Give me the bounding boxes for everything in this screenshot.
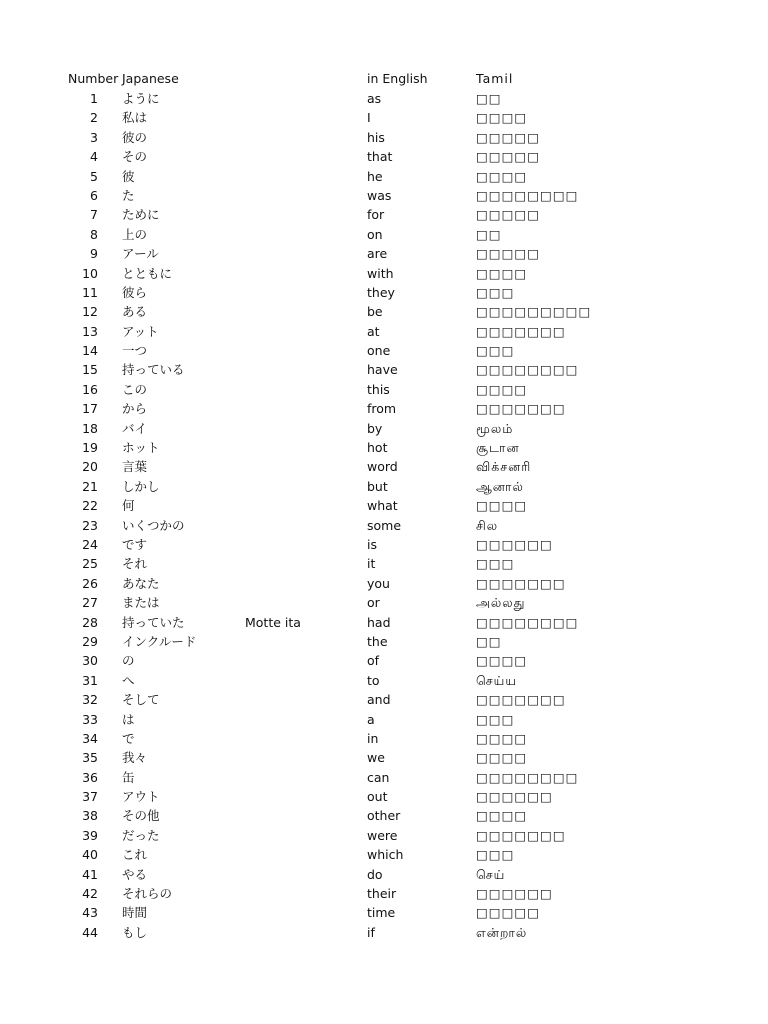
cell-tamil: ஆனால்	[476, 478, 524, 494]
header-number: Number	[68, 71, 119, 86]
cell-romaji: Motte ita	[245, 614, 301, 630]
table-row	[0, 167, 768, 186]
cell-japanese: 持っていた	[122, 614, 185, 630]
cell-japanese: しかし	[122, 478, 160, 494]
cell-english: if	[367, 924, 375, 940]
cell-english: we	[367, 750, 385, 766]
cell-tamil: □□□□	[476, 265, 528, 281]
cell-tamil: என்றால்	[476, 924, 528, 940]
table-row	[0, 923, 768, 942]
cell-tamil: □□□□□□□	[476, 692, 566, 708]
cell-english: were	[367, 827, 398, 843]
cell-english: had	[367, 614, 391, 630]
cell-japanese: この	[122, 381, 148, 397]
cell-japanese: その他	[122, 808, 160, 824]
table-row	[0, 806, 768, 825]
cell-tamil: □□□	[476, 847, 515, 863]
cell-tamil: □□□□□□□	[476, 827, 566, 843]
cell-tamil: □□□□□□□□	[476, 614, 579, 630]
cell-number: 2	[90, 110, 98, 126]
cell-tamil: □□□□	[476, 168, 528, 184]
cell-tamil: செய்	[476, 866, 506, 882]
table-row	[0, 244, 768, 263]
table-row	[0, 128, 768, 147]
table-row	[0, 574, 768, 593]
cell-number: 41	[82, 866, 98, 882]
cell-japanese: 私は	[122, 110, 148, 126]
cell-japanese: もし	[122, 924, 148, 940]
cell-english: on	[367, 226, 383, 242]
cell-english: as	[367, 91, 382, 106]
cell-english: but	[367, 478, 388, 494]
cell-tamil: அல்லது	[476, 595, 526, 611]
cell-english: other	[367, 808, 401, 824]
cell-japanese: た	[122, 187, 135, 203]
cell-japanese: 上の	[122, 226, 148, 242]
table-row	[0, 554, 768, 573]
cell-number: 20	[82, 459, 98, 475]
cell-japanese: 彼の	[122, 129, 148, 145]
cell-english: have	[367, 362, 398, 378]
table-row	[0, 535, 768, 554]
cell-japanese: の	[122, 653, 135, 669]
table-row	[0, 399, 768, 418]
cell-english: one	[367, 343, 391, 359]
cell-japanese: 缶	[122, 769, 135, 785]
cell-japanese: ある	[122, 304, 148, 320]
table-row	[0, 322, 768, 341]
cell-number: 17	[82, 401, 98, 417]
table-row	[0, 496, 768, 515]
table-row	[0, 89, 768, 108]
cell-english: this	[367, 381, 390, 397]
table-row	[0, 264, 768, 283]
cell-tamil: □□□□□	[476, 207, 541, 223]
table-row	[0, 865, 768, 884]
table-row	[0, 748, 768, 767]
cell-english: you	[367, 575, 390, 591]
cell-tamil: □□□□□	[476, 149, 541, 165]
cell-english: for	[367, 207, 385, 223]
header-tamil: Tamil	[476, 71, 514, 86]
cell-english: was	[367, 187, 392, 203]
cell-japanese: 一つ	[122, 343, 148, 359]
cell-tamil: மூலம்	[476, 420, 514, 436]
cell-japanese: アール	[122, 246, 159, 262]
cell-japanese: 言葉	[122, 459, 148, 475]
cell-tamil: □□□	[476, 284, 515, 300]
cell-english: a	[367, 711, 375, 727]
cell-english: they	[367, 284, 395, 300]
cell-english: time	[367, 905, 396, 921]
cell-tamil: விக்சனரி	[476, 459, 532, 475]
cell-tamil: □□□□	[476, 750, 528, 766]
cell-english: with	[367, 265, 394, 281]
cell-english: it	[367, 556, 376, 572]
table-body	[0, 89, 768, 942]
cell-japanese: アウト	[122, 789, 160, 805]
table-row	[0, 186, 768, 205]
cell-number: 32	[82, 692, 98, 708]
cell-english: that	[367, 149, 393, 165]
cell-japanese: へ	[122, 672, 135, 688]
table-row	[0, 671, 768, 690]
cell-number: 29	[82, 633, 98, 649]
cell-english: in	[367, 730, 379, 746]
cell-japanese: インクルード	[122, 633, 197, 649]
cell-tamil: □□□	[476, 556, 515, 572]
table-row	[0, 108, 768, 127]
cell-japanese: その	[122, 149, 148, 165]
cell-tamil: □□□□□□□	[476, 401, 566, 417]
cell-tamil: □□□□□□	[476, 886, 553, 902]
cell-number: 3	[90, 129, 98, 145]
cell-japanese: 何	[122, 498, 135, 514]
cell-japanese: とともに	[122, 265, 173, 281]
cell-number: 27	[82, 595, 98, 611]
cell-tamil: □□□□	[476, 110, 528, 126]
cell-tamil: □□□□□	[476, 129, 541, 145]
cell-english: do	[367, 866, 383, 882]
table-row	[0, 632, 768, 651]
table-row	[0, 419, 768, 438]
cell-japanese: そして	[122, 692, 160, 708]
cell-english: can	[367, 769, 390, 785]
cell-tamil: □□□□	[476, 730, 528, 746]
table-row	[0, 613, 768, 632]
cell-number: 1	[90, 91, 98, 106]
cell-tamil: சில	[476, 517, 499, 533]
cell-japanese: 彼	[122, 168, 135, 184]
cell-number: 14	[82, 343, 98, 359]
cell-tamil: □□□□□□□	[476, 323, 566, 339]
table-row	[0, 690, 768, 709]
cell-japanese: それ	[122, 556, 148, 572]
cell-number: 33	[82, 711, 98, 727]
cell-english: of	[367, 653, 380, 669]
cell-number: 44	[82, 924, 98, 940]
table-row	[0, 457, 768, 476]
cell-english: which	[367, 847, 404, 863]
cell-number: 34	[82, 730, 98, 746]
cell-japanese: 我々	[122, 750, 148, 766]
table-row	[0, 477, 768, 496]
cell-tamil: □□□□	[476, 498, 528, 514]
table-row	[0, 593, 768, 612]
cell-number: 12	[82, 304, 98, 320]
cell-number: 10	[82, 265, 98, 281]
cell-japanese: いくつかの	[122, 517, 185, 533]
cell-japanese: やる	[122, 866, 148, 882]
table-row	[0, 903, 768, 922]
table-row	[0, 380, 768, 399]
table-row	[0, 651, 768, 670]
cell-english: to	[367, 672, 380, 688]
cell-english: or	[367, 595, 380, 611]
cell-tamil: சூடான	[476, 440, 520, 456]
table-row	[0, 438, 768, 457]
cell-number: 35	[82, 750, 98, 766]
cell-number: 19	[82, 440, 98, 456]
table-row	[0, 360, 768, 379]
cell-number: 42	[82, 886, 98, 902]
cell-tamil: □□□□□□□□	[476, 187, 579, 203]
header-english: in English	[367, 71, 428, 86]
header-japanese: Japanese	[122, 71, 179, 86]
cell-number: 39	[82, 827, 98, 843]
cell-japanese: 時間	[122, 905, 148, 921]
cell-tamil: □□□	[476, 343, 515, 359]
cell-english: at	[367, 323, 380, 339]
cell-japanese: ホット	[122, 440, 160, 456]
cell-number: 28	[82, 614, 98, 630]
cell-number: 30	[82, 653, 98, 669]
table-row	[0, 729, 768, 748]
cell-japanese: あなた	[122, 575, 160, 591]
cell-tamil: □□□□□□□	[476, 575, 566, 591]
cell-tamil: □□□□□□	[476, 789, 553, 805]
cell-tamil: □□	[476, 91, 502, 106]
table-row	[0, 787, 768, 806]
cell-number: 36	[82, 769, 98, 785]
cell-number: 9	[90, 246, 98, 262]
cell-number: 7	[90, 207, 98, 223]
cell-japanese: だった	[122, 827, 160, 843]
cell-tamil: □□□	[476, 711, 515, 727]
table-row	[0, 826, 768, 845]
table-row	[0, 516, 768, 535]
cell-tamil: □□	[476, 633, 502, 649]
cell-english: his	[367, 129, 385, 145]
cell-tamil: □□□□□□□□□	[476, 304, 592, 320]
cell-english: I	[367, 110, 371, 126]
cell-number: 25	[82, 556, 98, 572]
cell-tamil: □□□□□□	[476, 536, 553, 552]
cell-japanese: アット	[122, 323, 159, 339]
cell-english: by	[367, 420, 383, 436]
cell-english: and	[367, 692, 391, 708]
table-row	[0, 225, 768, 244]
cell-japanese: から	[122, 401, 148, 417]
cell-number: 16	[82, 381, 98, 397]
table-row	[0, 283, 768, 302]
cell-tamil: □□□□□□□□	[476, 769, 579, 785]
cell-number: 40	[82, 847, 98, 863]
cell-number: 11	[82, 284, 98, 300]
cell-number: 21	[82, 478, 98, 494]
table-row	[0, 884, 768, 903]
cell-number: 38	[82, 808, 98, 824]
cell-english: hot	[367, 440, 388, 456]
cell-english: what	[367, 498, 398, 514]
cell-tamil: □□□□□	[476, 246, 541, 262]
table-row	[0, 147, 768, 166]
cell-tamil: □□	[476, 226, 502, 242]
table-row	[0, 768, 768, 787]
cell-english: some	[367, 517, 402, 533]
table-row	[0, 845, 768, 864]
cell-tamil: □□□□	[476, 808, 528, 824]
table-row	[0, 710, 768, 729]
cell-number: 18	[82, 420, 98, 436]
cell-number: 8	[90, 226, 98, 242]
cell-english: their	[367, 886, 397, 902]
table-row	[0, 302, 768, 321]
cell-japanese: は	[122, 711, 135, 727]
cell-number: 43	[82, 905, 98, 921]
cell-tamil: □□□□	[476, 653, 528, 669]
cell-japanese: ように	[122, 91, 160, 106]
cell-number: 15	[82, 362, 98, 378]
cell-english: he	[367, 168, 383, 184]
cell-tamil: □□□□□	[476, 905, 541, 921]
cell-tamil: □□□□	[476, 381, 528, 397]
cell-english: the	[367, 633, 388, 649]
cell-number: 6	[90, 187, 98, 203]
cell-english: word	[367, 459, 398, 475]
cell-tamil: செய்ய	[476, 672, 518, 688]
cell-number: 5	[90, 168, 98, 184]
cell-number: 26	[82, 575, 98, 591]
cell-english: be	[367, 304, 383, 320]
cell-japanese: ために	[122, 207, 160, 223]
cell-number: 24	[82, 536, 98, 552]
cell-japanese: それらの	[122, 886, 173, 902]
cell-english: is	[367, 536, 377, 552]
table-row	[0, 341, 768, 360]
cell-number: 13	[82, 323, 98, 339]
cell-japanese: または	[122, 595, 160, 611]
cell-number: 37	[82, 789, 98, 805]
header-row	[0, 68, 768, 89]
cell-japanese: で	[122, 730, 135, 746]
cell-japanese: バイ	[122, 420, 148, 436]
cell-english: are	[367, 246, 388, 262]
cell-number: 22	[82, 498, 98, 514]
cell-japanese: です	[122, 536, 148, 552]
cell-japanese: 持っている	[122, 362, 185, 378]
cell-tamil: □□□□□□□□	[476, 362, 579, 378]
cell-japanese: これ	[122, 847, 148, 863]
cell-english: from	[367, 401, 397, 417]
cell-number: 31	[82, 672, 98, 688]
cell-japanese: 彼ら	[122, 284, 148, 300]
cell-number: 4	[90, 149, 98, 165]
cell-english: out	[367, 789, 388, 805]
word-table	[0, 68, 768, 942]
cell-number: 23	[82, 517, 98, 533]
table-row	[0, 205, 768, 224]
